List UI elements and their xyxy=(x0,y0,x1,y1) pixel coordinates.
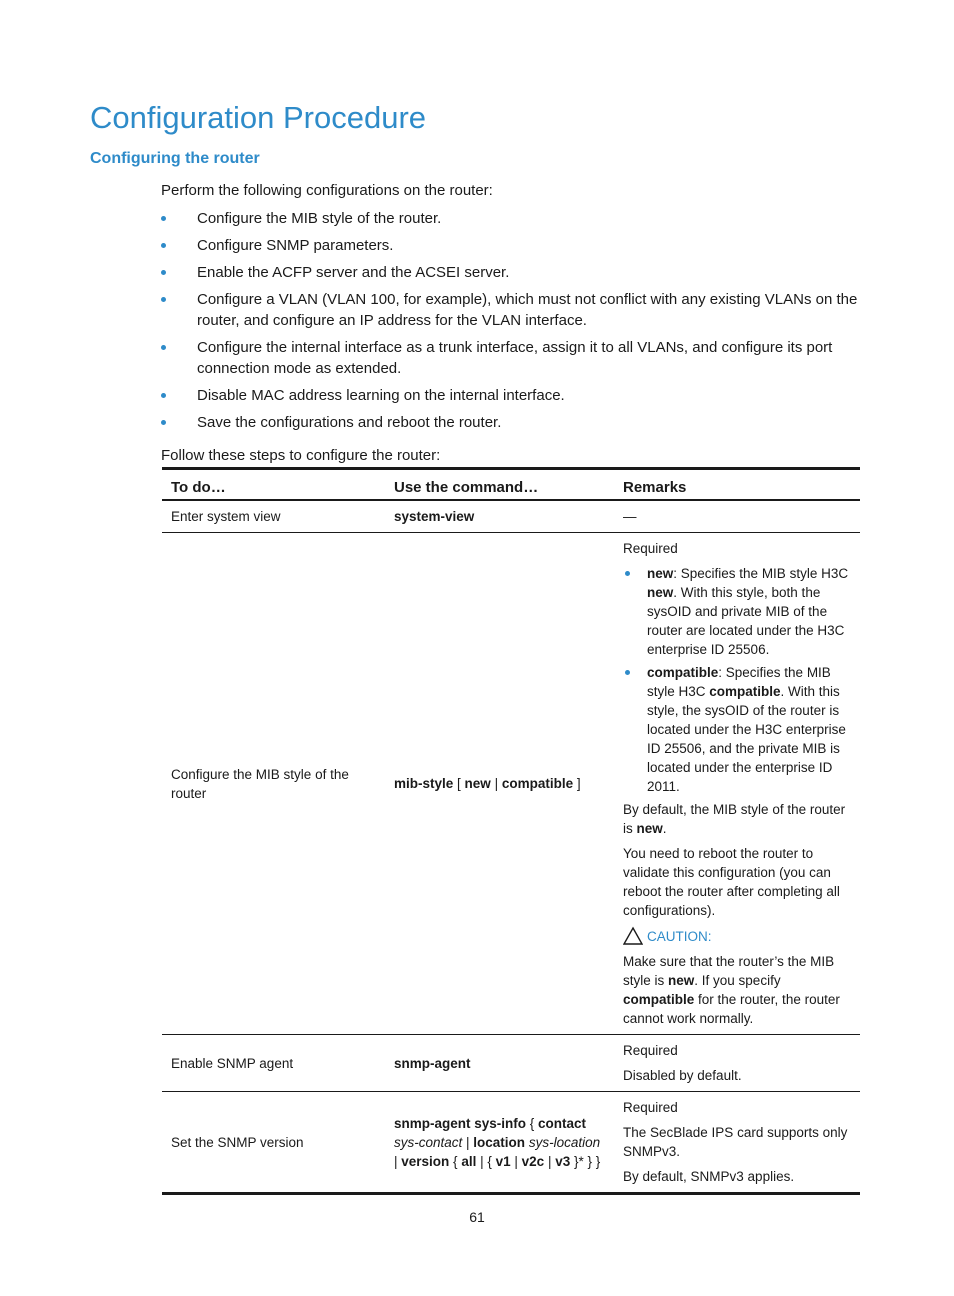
page-title: Configuration Procedure xyxy=(90,100,427,135)
caution-label: CAUTION: xyxy=(623,926,851,946)
bullet-icon xyxy=(625,571,630,576)
todo-cell: Enable SNMP agent xyxy=(162,1035,385,1092)
caution-text: Make sure that the router’s the MIB style is new. If you specify compatible for the router, the router cannot work normally. xyxy=(623,954,840,1026)
remark-bullet-compatible: compatible: Specifies the MIB style H3C compatible. With this style, the sysOID of the router is located under the H3C enterprise ID 25506, and the private MIB is located under the enterprise ID 2011. xyxy=(623,663,851,796)
config-list xyxy=(161,208,866,439)
remarks-cell: — xyxy=(614,500,860,533)
list-item: Configure SNMP parameters. xyxy=(161,235,866,256)
table-row xyxy=(162,533,860,1035)
table-row xyxy=(162,1035,860,1092)
bullet-icon xyxy=(625,670,630,675)
default-note: By default, the MIB style of the router is new. xyxy=(623,802,846,836)
table-row xyxy=(162,500,860,533)
reboot-note: You need to reboot the router to validate this configuration (you can reboot the router after completing all configurations). xyxy=(623,846,840,918)
column-header-remarks: Remarks xyxy=(614,469,860,501)
column-header-command: Use the command… xyxy=(385,469,614,501)
steps-table xyxy=(162,467,860,1195)
remarks-cell: Required The SecBlade IPS card supports only SNMPv3. By default, SNMPv3 applies. xyxy=(614,1092,860,1194)
command-cell: system-view xyxy=(385,500,614,533)
todo-cell: Set the SNMP version xyxy=(162,1092,385,1194)
command-cell: mib-style [ new | compatible ] xyxy=(385,533,614,1035)
bullet-icon xyxy=(161,270,166,275)
section-title: Configuring the router xyxy=(90,150,260,167)
list-item: Configure the MIB style of the router. xyxy=(161,208,866,229)
bullet-icon xyxy=(161,216,166,221)
list-item: Disable MAC address learning on the internal interface. xyxy=(161,385,866,406)
bullet-icon xyxy=(161,420,166,425)
list-item: Enable the ACFP server and the ACSEI server. xyxy=(161,262,866,283)
list-item: Configure a VLAN (VLAN 100, for example), which must not conflict with any existing VLANs on the router, and configure an IP address for the VLAN interface. xyxy=(161,289,866,331)
steps-intro: Follow these steps to configure the router: xyxy=(161,447,441,464)
list-item: Save the configurations and reboot the router. xyxy=(161,412,866,433)
list-item: Configure the internal interface as a trunk interface, assign it to all VLANs, and configure its port connection mode as extended. xyxy=(161,337,866,379)
intro-text: Perform the following configurations on the router: xyxy=(161,182,493,199)
warning-icon xyxy=(623,926,643,946)
command-cell: snmp-agent xyxy=(385,1035,614,1092)
column-header-todo: To do… xyxy=(162,469,385,501)
remarks-cell: Required new: Specifies the MIB style H3C new. With this style, both the sysOID and private MIB of the router are located under the H3C enterprise ID 25506. compatible: Specifies the MIB style H3C compatible. With this style, the sysOID of the router is located under the H3C enterprise ID 25506, and the private MIB is located under the enterprise ID 2011. By default, the MIB style of the router is new. You need to reboot the router to validate this configuration (you can reboot the router after completing all configurations). CAUTION: Make sure that the router’s the MIB style is new. If you specify compatible for the router, the router cannot work normally. xyxy=(614,533,860,1035)
remarks-cell: Required Disabled by default. xyxy=(614,1035,860,1092)
table-row xyxy=(162,1092,860,1194)
bullet-icon xyxy=(161,297,166,302)
bullet-icon xyxy=(161,345,166,350)
bullet-icon xyxy=(161,393,166,398)
bullet-icon xyxy=(161,243,166,248)
command-cell: snmp-agent sys-info { contact sys-contact | location sys-location | version { all | { v1 | v2c | v3 }* } } xyxy=(385,1092,614,1194)
page-number: 61 xyxy=(469,1209,485,1225)
table-header-row xyxy=(162,469,860,501)
remark-bullet-new: new: Specifies the MIB style H3C new. With this style, both the sysOID and private MIB of the router are located under the H3C enterprise ID 25506. xyxy=(623,564,851,659)
todo-cell: Enter system view xyxy=(162,500,385,533)
todo-cell: Configure the MIB style of the router xyxy=(162,533,385,1035)
